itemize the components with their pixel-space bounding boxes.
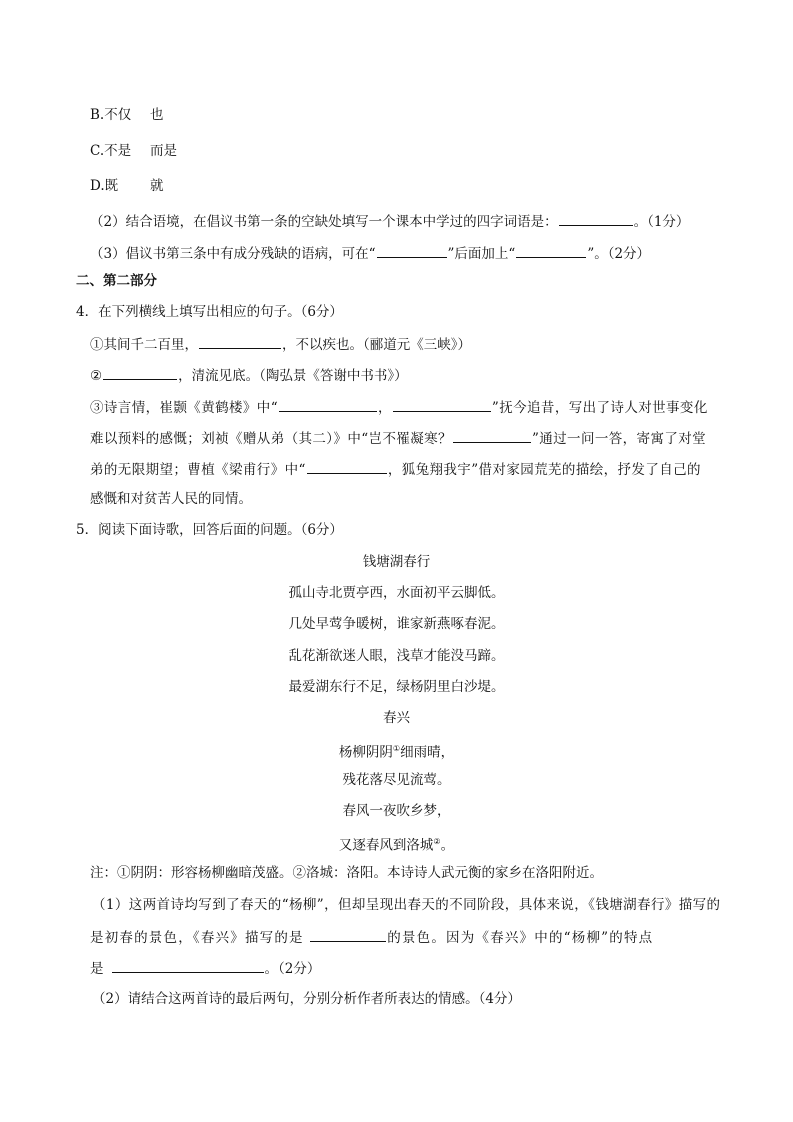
option-d-label: D.既	[90, 178, 119, 194]
poem1-title: 钱塘湖春行	[362, 554, 431, 570]
q4-stem: 4．在下列横线上填写出相应的句子。（6分）	[76, 304, 343, 320]
q5-stem: 5．阅读下面诗歌，回答后面的问题。（6分）	[76, 522, 343, 538]
option-b	[90, 106, 164, 124]
answer-blank[interactable]	[199, 334, 281, 349]
q3-sub3: （3）倡议书第三条中有成分残缺的语病，可在“ ”后面加上“ ”。（2分）	[90, 243, 650, 263]
q4-item1: ①其间千二百里， ，不以疾也。（郦道元《三峡》）	[90, 334, 471, 354]
option-d-text: 就	[150, 178, 164, 194]
answer-blank[interactable]	[377, 243, 447, 258]
answer-blank[interactable]	[516, 243, 586, 258]
poem2-line: 残花落尽见流莺。	[342, 772, 451, 788]
option-d	[90, 177, 164, 195]
option-b-text: 也	[150, 107, 164, 123]
answer-blank[interactable]	[559, 211, 633, 226]
poem-notes: 注：①阴阴：形容杨柳幽暗茂盛。②洛城：洛阳。本诗诗人武元衡的家乡在洛阳附近。	[90, 865, 603, 881]
q4-item3-line4: 感慨和对贫苦人民的同情。	[90, 491, 252, 507]
poem2-line: 春风一夜吹乡梦，	[342, 803, 451, 819]
poem2-title: 春兴	[383, 710, 410, 726]
q3-sub2: （2）结合语境，在倡议书第一条的空缺处填写一个课本中学过的四字词语是： 。（1分）	[90, 211, 689, 231]
q4-item3-line2: 难以预料的感慨；刘祯《赠从弟（其二）》中“岂不罹凝寒？ ”通过一问一答，寄寓了对堂	[90, 428, 706, 448]
answer-blank[interactable]	[310, 927, 386, 942]
answer-blank[interactable]	[103, 365, 177, 380]
option-c-text: 而是	[150, 143, 177, 159]
q5-sub2: （2）请结合这两首诗的最后两句，分别分析作者所表达的情感。（4分）	[92, 991, 521, 1007]
poem1-line: 孤山寺北贾亭西，水面初平云脚低。	[288, 585, 505, 601]
answer-blank[interactable]	[453, 428, 531, 443]
q5-sub1-line3: 是 。（2分）	[90, 958, 320, 978]
option-c	[90, 142, 177, 160]
poem1-line: 几处早莺争暖树，谁家新燕啄春泥。	[288, 616, 505, 632]
q4-item2: ② ，清流见底。（陶弘景《答谢中书书》）	[90, 365, 408, 385]
section-heading: 二、第二部分	[76, 273, 157, 289]
poem2-line: 杨柳阴阴①细雨晴，	[338, 744, 455, 761]
q5-sub1-line1: （1）这两首诗均写到了春天的“杨柳”，但却呈现出春天的不同阶段，具体来说，《钱塘湖春行》描写的	[92, 897, 721, 913]
footnote-mark: ②	[433, 837, 441, 846]
option-b-label: B.不仅	[90, 107, 132, 123]
answer-blank[interactable]	[393, 397, 491, 412]
q4-item3-line3: 弟的无限期望；曹植《梁甫行》中“ ，狐兔翔我宇”借对家园荒芜的描绘，抒发了自己的	[90, 459, 701, 479]
poem1-line: 最爱湖东行不足，绿杨阴里白沙堤。	[288, 679, 505, 695]
q5-sub1-line2: 是初春的景色，《春兴》描写的是 的景色。因为《春兴》中的“杨柳”的特点	[90, 927, 653, 947]
answer-blank[interactable]	[307, 459, 387, 474]
q4-item3-line1: ③诗言情，崔颢《黄鹤楼》中“ ， ”抚今追昔，写出了诗人对世事变化	[90, 397, 708, 417]
footnote-mark: ①	[392, 744, 401, 753]
poem2-line: 又逐春风到洛城②。	[338, 837, 455, 854]
option-c-label: C.不是	[90, 143, 132, 159]
poem1-line: 乱花渐欲迷人眼，浅草才能没马蹄。	[288, 648, 505, 664]
answer-blank[interactable]	[279, 397, 377, 412]
answer-blank[interactable]	[112, 958, 264, 973]
